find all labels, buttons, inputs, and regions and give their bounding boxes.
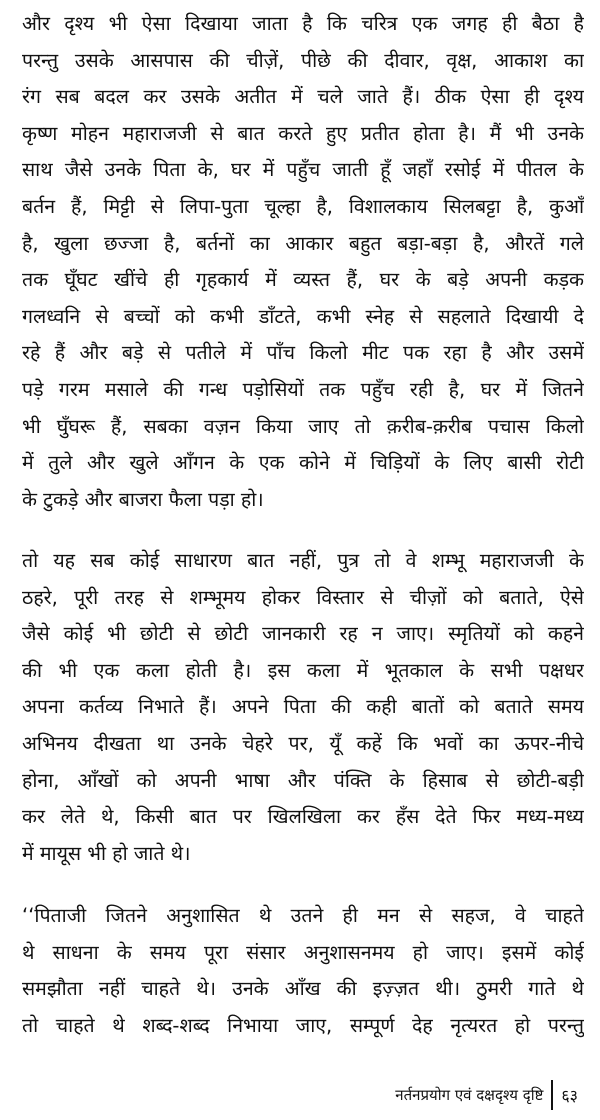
paragraph-2 bbox=[22, 543, 584, 872]
text-line: तो चाहते थे शब्द-शब्द निभाया जाए, सम्पूर्ण देह नृत्यरत हो परन्तु bbox=[22, 1013, 584, 1037]
text-line: में मायूस भी हो जाते थे। bbox=[22, 841, 191, 865]
footer-divider bbox=[551, 1080, 553, 1110]
text-line: ‘‘पिताजी जितने अनुशासित थे उतने ही मन से सहज, वे चाहते bbox=[22, 904, 584, 927]
text-line: जैसे कोई भी छोटी से छोटी जानकारी रह न जाए। स्मृतियों को कहने bbox=[22, 622, 584, 646]
text-line: भी घुँघरू हैं, सबका वज़न किया जाए तो क़रीब-क़रीब पचास किलो bbox=[22, 414, 584, 438]
text-line: रंग सब बदल कर उसके अतीत में चले जाते हैं। ठीक ऐसा ही दृश्य bbox=[22, 85, 584, 109]
text-line: ठहरे, पूरी तरह से शम्भूमय होकर विस्तार से चीज़ों को बताते, ऐसे bbox=[22, 585, 584, 609]
page-number: ६३ bbox=[561, 1086, 578, 1105]
page-footer bbox=[395, 1078, 578, 1112]
running-title: नर्तनप्रयोग एवं दक्षदृश्य दृष्टि bbox=[395, 1086, 544, 1104]
text-line: साथ जैसे उनके पिता के, घर में पहुँच जाती हूँ जहाँ रसोई में पीतल के bbox=[22, 158, 584, 182]
text-line: तक घूँघट खींचे ही गृहकार्य में व्यस्त हैं, घर के बड़े अपनी कड़क bbox=[22, 268, 584, 292]
text-line: तो यह सब कोई साधारण बात नहीं, पुत्र तो वे शम्भू महाराजजी के bbox=[22, 549, 584, 572]
paragraph-3 bbox=[22, 898, 584, 1044]
text-line: अपना कर्तव्य निभाते हैं। अपने पिता की कही बातों को बताते समय bbox=[22, 695, 584, 719]
text-line: कर लेते थे, किसी बात पर खिलखिला कर हँस देते फिर मध्य-मध्य bbox=[22, 805, 584, 829]
text-line: की भी एक कला होती है। इस कला में भूतकाल के सभी पक्षधर bbox=[22, 658, 584, 682]
text-line: होना, आँखों को अपनी भाषा और पंक्ति के हिसाब से छोटी-बड़ी bbox=[22, 768, 584, 792]
text-line: समझौता नहीं चाहते थे। उनके आँख की इज़्ज़त थी। ठुमरी गाते थे bbox=[22, 977, 584, 1001]
text-line: के टुकड़े और बाजरा फैला पड़ा हो। bbox=[22, 487, 264, 511]
text-line: है, खुला छज्जा है, बर्तनों का आकार बहुत बड़ा-बड़ा है, औरतें गले bbox=[22, 231, 584, 255]
text-line: अभिनय दीखता था उनके चेहरे पर, यूँ कहें कि भवों का ऊपर-नीचे bbox=[22, 731, 584, 755]
text-line: बर्तन हैं, मिट्टी से लिपा-पुता चूल्हा है, विशालकाय सिलबट्टा है, कुआँ bbox=[22, 194, 584, 218]
text-line: गलध्वनि से बच्चों को कभी डाँटते, कभी स्नेह से सहलाते दिखायी दे bbox=[22, 304, 584, 328]
text-line: और दृश्य भी ऐसा दिखाया जाता है कि चरित्र एक जगह ही बैठा है bbox=[22, 12, 584, 35]
text-line: पड़े गरम मसाले की गन्ध पड़ोसियों तक पहुँच रही है, घर में जितने bbox=[22, 377, 584, 401]
text-line: परन्तु उसके आसपास की चीज़ें, पीछे की दीवार, वृक्ष, आकाश का bbox=[22, 48, 584, 72]
text-line: रहे हैं और बड़े से पतीले में पाँच किलो मीट पक रहा है और उसमें bbox=[22, 341, 584, 365]
paragraph-1 bbox=[22, 6, 584, 518]
text-line: में तुले और खुले आँगन के एक कोने में चिड़ियों के लिए बासी रोटी bbox=[22, 451, 584, 475]
text-line: कृष्ण मोहन महाराजजी से बात करते हुए प्रतीत होता है। मैं भी उनके bbox=[22, 121, 584, 145]
text-line: थे साधना के समय पूरा संसार अनुशासनमय हो जाए। इसमें कोई bbox=[22, 940, 584, 964]
